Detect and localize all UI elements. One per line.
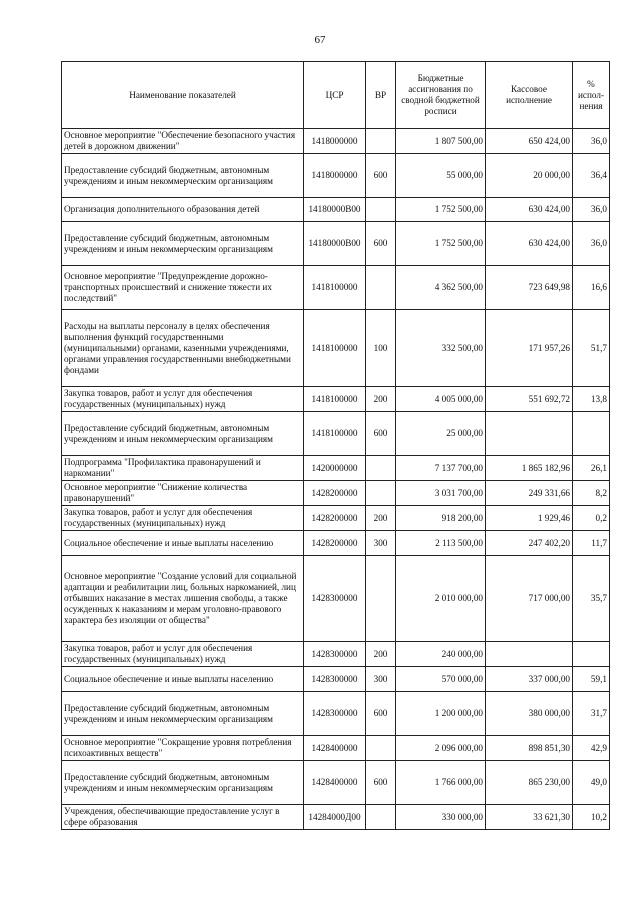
row-name-cell: Основное мероприятие "Предупреждение дорожно-транспортных происшествий и снижение тяжести их последствий": [62, 266, 304, 310]
row-csr-cell: 14180000В00: [304, 198, 366, 222]
row-name-cell: Социальное обеспечение и иные выплаты населению: [62, 531, 304, 556]
row-budget-cell: 918 200,00: [396, 506, 486, 531]
header-pct: % испол-нения: [573, 62, 610, 129]
row-budget-cell: 1 200 000,00: [396, 692, 486, 736]
row-budget-cell: 4 005 000,00: [396, 387, 486, 412]
row-vr-cell: [366, 129, 396, 154]
row-vr-cell: [366, 266, 396, 310]
row-pct-cell: 13,8: [573, 387, 610, 412]
row-pct-cell: 10,2: [573, 805, 610, 830]
header-name: Наименование показателей: [62, 62, 304, 129]
row-name-cell: Предоставление субсидий бюджетным, автономным учреждениям и иным некоммерческим организациям: [62, 154, 304, 198]
table-row: [62, 266, 610, 310]
row-csr-cell: 1418100000: [304, 310, 366, 387]
row-csr-cell: 1428400000: [304, 761, 366, 805]
table-row: [62, 761, 610, 805]
row-pct-cell: 36,0: [573, 129, 610, 154]
table-row: [62, 642, 610, 667]
row-vr-cell: [366, 805, 396, 830]
row-name-cell: Организация дополнительного образования детей: [62, 198, 304, 222]
row-vr-cell: [366, 736, 396, 761]
row-name-cell: Основное мероприятие "Обеспечение безопасного участия детей в дорожном движении": [62, 129, 304, 154]
row-cash-cell: 249 331,66: [486, 481, 573, 506]
row-cash-cell: [486, 642, 573, 667]
table-row: [62, 531, 610, 556]
row-csr-cell: 1418100000: [304, 412, 366, 456]
table-row: [62, 387, 610, 412]
table-row: [62, 805, 610, 830]
table-row: [62, 506, 610, 531]
table-row: [62, 412, 610, 456]
row-csr-cell: 1418100000: [304, 266, 366, 310]
row-csr-cell: 1418000000: [304, 129, 366, 154]
row-vr-cell: 600: [366, 692, 396, 736]
row-csr-cell: 1428200000: [304, 506, 366, 531]
row-pct-cell: 31,7: [573, 692, 610, 736]
row-pct-cell: 42,9: [573, 736, 610, 761]
row-budget-cell: 1 766 000,00: [396, 761, 486, 805]
row-pct-cell: 11,7: [573, 531, 610, 556]
table-row: [62, 154, 610, 198]
row-pct-cell: 8,2: [573, 481, 610, 506]
row-vr-cell: 100: [366, 310, 396, 387]
row-cash-cell: 380 000,00: [486, 692, 573, 736]
row-name-cell: Закупка товаров, работ и услуг для обеспечения государственных (муниципальных) нужд: [62, 506, 304, 531]
row-csr-cell: 1428300000: [304, 692, 366, 736]
row-cash-cell: 551 692,72: [486, 387, 573, 412]
row-pct-cell: [573, 642, 610, 667]
row-csr-cell: 1428200000: [304, 531, 366, 556]
row-cash-cell: 337 000,00: [486, 667, 573, 692]
page-number: 67: [314, 34, 326, 46]
row-vr-cell: 600: [366, 412, 396, 456]
row-budget-cell: 2 096 000,00: [396, 736, 486, 761]
row-vr-cell: 300: [366, 667, 396, 692]
table-row: [62, 692, 610, 736]
row-pct-cell: 16,6: [573, 266, 610, 310]
budget-table: [61, 61, 610, 830]
row-cash-cell: 20 000,00: [486, 154, 573, 198]
row-budget-cell: 2 010 000,00: [396, 556, 486, 642]
row-cash-cell: 171 957,26: [486, 310, 573, 387]
row-vr-cell: [366, 456, 396, 481]
row-csr-cell: 1428300000: [304, 556, 366, 642]
row-csr-cell: 1428300000: [304, 667, 366, 692]
row-name-cell: Закупка товаров, работ и услуг для обеспечения государственных (муниципальных) нужд: [62, 387, 304, 412]
row-budget-cell: 330 000,00: [396, 805, 486, 830]
row-budget-cell: 240 000,00: [396, 642, 486, 667]
row-csr-cell: 14284000Д00: [304, 805, 366, 830]
row-budget-cell: 3 031 700,00: [396, 481, 486, 506]
row-cash-cell: 1 865 182,96: [486, 456, 573, 481]
table-row: [62, 667, 610, 692]
row-name-cell: Основное мероприятие "Сокращение уровня потребления психоактивных веществ": [62, 736, 304, 761]
row-cash-cell: 650 424,00: [486, 129, 573, 154]
row-pct-cell: 36,4: [573, 154, 610, 198]
row-pct-cell: 36,0: [573, 222, 610, 266]
row-budget-cell: 55 000,00: [396, 154, 486, 198]
row-budget-cell: 4 362 500,00: [396, 266, 486, 310]
table-row: [62, 456, 610, 481]
row-name-cell: Предоставление субсидий бюджетным, автономным учреждениям и иным некоммерческим организациям: [62, 412, 304, 456]
row-csr-cell: 1428300000: [304, 642, 366, 667]
row-budget-cell: 2 113 500,00: [396, 531, 486, 556]
row-cash-cell: 630 424,00: [486, 198, 573, 222]
row-csr-cell: 1420000000: [304, 456, 366, 481]
header-vr: ВР: [366, 62, 396, 129]
row-budget-cell: 1 807 500,00: [396, 129, 486, 154]
row-vr-cell: [366, 556, 396, 642]
table-row: [62, 310, 610, 387]
row-pct-cell: 35,7: [573, 556, 610, 642]
row-cash-cell: 717 000,00: [486, 556, 573, 642]
row-cash-cell: 630 424,00: [486, 222, 573, 266]
row-cash-cell: 865 230,00: [486, 761, 573, 805]
row-pct-cell: 26,1: [573, 456, 610, 481]
row-name-cell: Учреждения, обеспечивающие предоставление услуг в сфере образования: [62, 805, 304, 830]
row-name-cell: Предоставление субсидий бюджетным, автономным учреждениям и иным некоммерческим организациям: [62, 692, 304, 736]
header-row: [62, 62, 610, 129]
row-budget-cell: 1 752 500,00: [396, 198, 486, 222]
row-vr-cell: 600: [366, 222, 396, 266]
row-pct-cell: 49,0: [573, 761, 610, 805]
row-name-cell: Предоставление субсидий бюджетным, автономным учреждениям и иным некоммерческим организациям: [62, 761, 304, 805]
table-row: [62, 736, 610, 761]
row-budget-cell: 1 752 500,00: [396, 222, 486, 266]
row-name-cell: Расходы на выплаты персоналу в целях обеспечения выполнения функций государственными (муниципальными) органами, казенными учреждениями, органами управления государственными внебюджетными фондами: [62, 310, 304, 387]
row-name-cell: Закупка товаров, работ и услуг для обеспечения государственных (муниципальных) нужд: [62, 642, 304, 667]
table-row: [62, 481, 610, 506]
row-vr-cell: 300: [366, 531, 396, 556]
table-row: [62, 198, 610, 222]
row-cash-cell: 1 929,46: [486, 506, 573, 531]
row-name-cell: Основное мероприятие "Создание условий для социальной адаптации и реабилитации лиц, больных наркоманией, лиц отбывших наказание в местах лишения свободы, а также осужденных к наказаниям и мерам уголовно-правового характера без изоляции от общества": [62, 556, 304, 642]
row-vr-cell: 600: [366, 761, 396, 805]
row-vr-cell: 600: [366, 154, 396, 198]
row-cash-cell: 898 851,30: [486, 736, 573, 761]
table-row: [62, 129, 610, 154]
row-pct-cell: 0,2: [573, 506, 610, 531]
row-pct-cell: 51,7: [573, 310, 610, 387]
table-row: [62, 556, 610, 642]
row-budget-cell: 25 000,00: [396, 412, 486, 456]
row-name-cell: Социальное обеспечение и иные выплаты населению: [62, 667, 304, 692]
row-name-cell: Подпрограмма "Профилактика правонарушений и наркомании": [62, 456, 304, 481]
row-budget-cell: 570 000,00: [396, 667, 486, 692]
header-budget: Бюджетные ассигнования по сводной бюджетной росписи: [396, 62, 486, 129]
row-vr-cell: [366, 481, 396, 506]
row-pct-cell: [573, 412, 610, 456]
header-csr: ЦСР: [304, 62, 366, 129]
row-csr-cell: 1428400000: [304, 736, 366, 761]
row-budget-cell: 7 137 700,00: [396, 456, 486, 481]
row-cash-cell: 723 649,98: [486, 266, 573, 310]
row-vr-cell: 200: [366, 642, 396, 667]
row-cash-cell: 33 621,30: [486, 805, 573, 830]
table-row: [62, 222, 610, 266]
row-csr-cell: 14180000В00: [304, 222, 366, 266]
row-csr-cell: 1428200000: [304, 481, 366, 506]
row-csr-cell: 1418100000: [304, 387, 366, 412]
row-name-cell: Предоставление субсидий бюджетным, автономным учреждениям и иным некоммерческим организациям: [62, 222, 304, 266]
row-cash-cell: [486, 412, 573, 456]
row-budget-cell: 332 500,00: [396, 310, 486, 387]
row-cash-cell: 247 402,20: [486, 531, 573, 556]
row-vr-cell: 200: [366, 387, 396, 412]
row-pct-cell: 36,0: [573, 198, 610, 222]
row-vr-cell: [366, 198, 396, 222]
row-vr-cell: 200: [366, 506, 396, 531]
row-pct-cell: 59,1: [573, 667, 610, 692]
header-cash: Кассовое исполнение: [486, 62, 573, 129]
row-csr-cell: 1418000000: [304, 154, 366, 198]
row-name-cell: Основное мероприятие "Снижение количества правонарушений": [62, 481, 304, 506]
